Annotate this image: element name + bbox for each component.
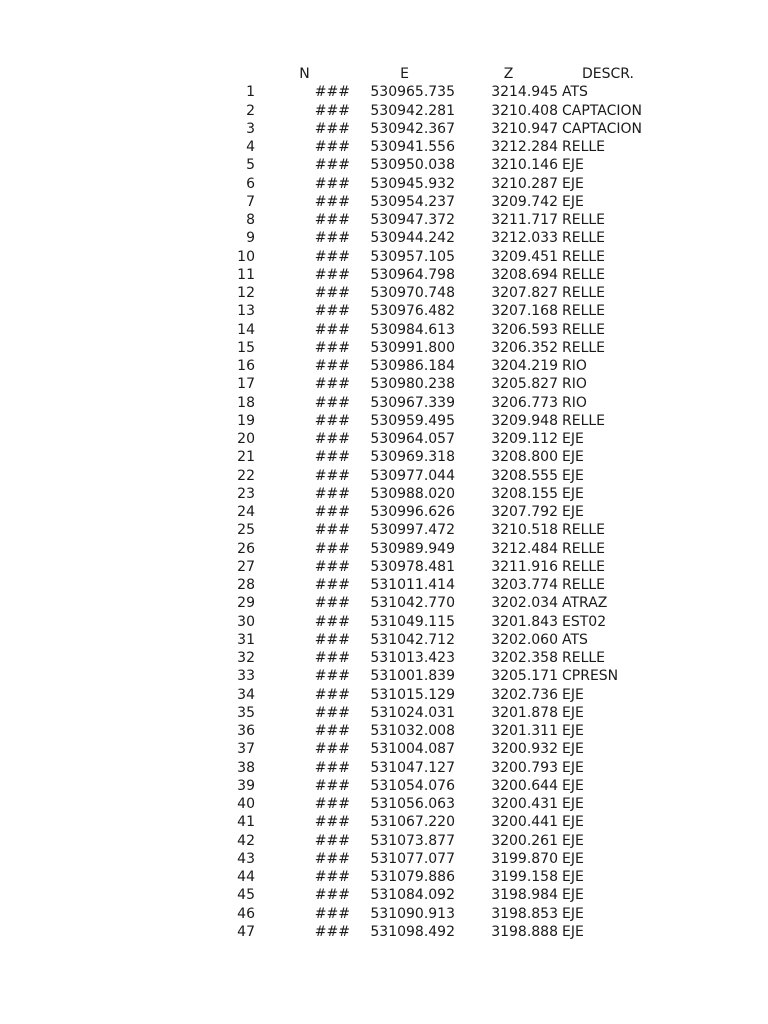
row-descr-value: RELLE	[562, 577, 606, 593]
row-index: 22	[237, 467, 255, 484]
row-n-value: ###	[314, 212, 350, 228]
row-index: 37	[237, 741, 255, 758]
row-z-value: 3198.888	[491, 923, 558, 940]
row-index: 42	[237, 832, 255, 849]
row-descr-value: RELLE	[562, 139, 606, 155]
row-index: 28	[237, 577, 255, 593]
row-n-value: ###	[314, 431, 350, 447]
row-index: 21	[237, 449, 255, 466]
row-z-value: 3211.916	[491, 558, 558, 575]
row-z-value: 3209.948	[491, 412, 558, 429]
row-n-value: ###	[314, 504, 350, 520]
row-e-value: 531054.076	[370, 777, 455, 794]
row-z-value: 3205.171	[491, 668, 558, 685]
row-descr-value: EJE	[562, 193, 584, 210]
row-e-value: 530980.238	[370, 376, 455, 393]
row-n-value: ###	[314, 449, 350, 466]
row-n-value: ###	[314, 358, 350, 374]
header-index	[200, 65, 257, 83]
row-index: 16	[237, 358, 255, 374]
row-descr-value: EJE	[562, 485, 584, 502]
row-descr-value: CAPTACION	[562, 120, 642, 137]
row-z-value: 3207.827	[491, 285, 558, 301]
row-descr-value: RELLE	[562, 303, 606, 320]
row-n-value: ###	[314, 175, 350, 192]
row-descr-value: EJE	[562, 777, 584, 794]
row-z-value: 3201.311	[491, 723, 558, 739]
row-e-value: 530969.318	[370, 449, 455, 466]
row-descr-value: CPRESN	[562, 668, 619, 685]
row-index: 13	[237, 303, 255, 320]
row-descr-value: RELLE	[562, 321, 606, 338]
row-index: 39	[237, 777, 255, 794]
row-z-value: 3212.033	[491, 230, 558, 247]
row-index: 34	[237, 686, 255, 703]
row-index: 23	[237, 485, 255, 502]
row-index: 2	[246, 102, 255, 119]
row-descr-value: ATS	[562, 631, 588, 648]
row-descr-value: EJE	[562, 869, 584, 885]
row-e-value: 530941.556	[370, 139, 455, 155]
row-index: 32	[237, 650, 255, 666]
row-descr-value: ATRAZ	[562, 595, 608, 612]
row-e-value: 530954.237	[370, 193, 455, 210]
row-n-value: ###	[314, 193, 350, 210]
row-index: 17	[237, 376, 255, 393]
row-z-value: 3207.168	[491, 303, 558, 320]
row-e-value: 530996.626	[370, 504, 455, 520]
row-descr-value: RIO	[562, 376, 587, 393]
row-index: 30	[237, 613, 255, 630]
row-index: 45	[237, 887, 255, 904]
row-e-value: 531067.220	[370, 814, 455, 831]
row-z-value: 3200.261	[491, 832, 558, 849]
row-e-value: 530947.372	[370, 212, 455, 228]
row-e-value: 531015.129	[370, 686, 455, 703]
row-z-value: 3199.158	[491, 869, 558, 885]
row-e-value: 530957.105	[370, 248, 455, 265]
row-e-value: 531042.712	[370, 631, 455, 648]
row-index: 20	[237, 431, 255, 447]
row-descr-value: EST02	[562, 613, 607, 630]
row-n-value: ###	[314, 686, 350, 703]
row-z-value: 3208.800	[491, 449, 558, 466]
row-z-value: 3198.853	[491, 905, 558, 922]
row-descr-value: RIO	[562, 394, 587, 411]
row-descr-value: EJE	[562, 759, 584, 776]
row-descr-value: EJE	[562, 850, 584, 867]
row-z-value: 3207.792	[491, 504, 558, 520]
row-descr-value: EJE	[562, 905, 584, 922]
row-z-value: 3209.742	[491, 193, 558, 210]
row-descr-value: RELLE	[562, 266, 606, 283]
row-e-value: 530967.339	[370, 394, 455, 411]
row-descr-value: ATS	[562, 84, 588, 101]
row-index: 27	[237, 558, 255, 575]
row-index: 10	[237, 248, 255, 265]
row-e-value: 530984.613	[370, 321, 455, 338]
row-z-value: 3203.774	[491, 577, 558, 593]
row-e-value: 531047.127	[370, 759, 455, 776]
row-n-value: ###	[314, 84, 350, 101]
row-e-value: 530986.184	[370, 358, 455, 374]
row-index: 41	[237, 814, 255, 831]
row-index: 4	[246, 139, 255, 155]
row-descr-value: EJE	[562, 814, 584, 831]
row-n-value: ###	[314, 796, 350, 812]
row-z-value: 3212.484	[491, 540, 558, 557]
row-n-value: ###	[314, 376, 350, 393]
row-z-value: 3201.878	[491, 704, 558, 721]
row-index: 31	[237, 631, 255, 648]
row-n-value: ###	[314, 887, 350, 904]
row-descr-value: RELLE	[562, 650, 606, 666]
row-n-value: ###	[314, 777, 350, 794]
row-z-value: 3210.408	[491, 102, 558, 119]
row-n-value: ###	[314, 230, 350, 247]
row-n-value: ###	[314, 723, 350, 739]
row-e-value: 530965.735	[370, 84, 455, 101]
row-e-value: 531077.077	[370, 850, 455, 867]
row-descr-value: RELLE	[562, 540, 606, 557]
row-e-value: 531056.063	[370, 796, 455, 812]
row-z-value: 3198.984	[491, 887, 558, 904]
row-descr-value: EJE	[562, 686, 584, 703]
row-descr-value: EJE	[562, 723, 584, 739]
row-n-value: ###	[314, 120, 350, 137]
row-index: 11	[237, 266, 255, 283]
row-n-value: ###	[314, 540, 350, 557]
row-e-value: 530989.949	[370, 540, 455, 557]
row-z-value: 3208.555	[491, 467, 558, 484]
row-descr-value: EJE	[562, 796, 584, 812]
row-n-value: ###	[314, 905, 350, 922]
row-e-value: 530997.472	[370, 522, 455, 539]
row-n-value: ###	[314, 285, 350, 301]
row-e-value: 531024.031	[370, 704, 455, 721]
row-index: 1	[246, 84, 255, 101]
row-z-value: 3208.694	[491, 266, 558, 283]
row-e-value: 531011.414	[370, 577, 455, 593]
row-z-value: 3200.644	[491, 777, 558, 794]
row-descr-value: EJE	[562, 887, 584, 904]
row-e-value: 531090.913	[370, 905, 455, 922]
row-n-value: ###	[314, 558, 350, 575]
row-z-value: 3209.451	[491, 248, 558, 265]
row-descr-value: EJE	[562, 157, 584, 174]
row-n-value: ###	[314, 704, 350, 721]
row-descr-value: EJE	[562, 923, 584, 940]
row-n-value: ###	[314, 741, 350, 758]
row-index: 44	[237, 869, 255, 885]
row-descr-value: RELLE	[562, 248, 606, 265]
header-descr: DESCR.	[582, 66, 634, 82]
row-descr-value: EJE	[562, 504, 584, 520]
row-z-value: 3200.431	[491, 796, 558, 812]
row-e-value: 530964.798	[370, 266, 455, 283]
row-n-value: ###	[314, 668, 350, 685]
row-index: 46	[237, 905, 255, 922]
row-e-value: 531073.877	[370, 832, 455, 849]
row-descr-value: RELLE	[562, 285, 606, 301]
row-e-value: 530970.748	[370, 285, 455, 301]
row-n-value: ###	[314, 467, 350, 484]
row-z-value: 3205.827	[491, 376, 558, 393]
row-n-value: ###	[314, 923, 350, 940]
row-e-value: 531049.115	[370, 613, 455, 630]
row-descr-value: EJE	[562, 704, 584, 721]
row-e-value: 531004.087	[370, 741, 455, 758]
row-n-value: ###	[314, 595, 350, 612]
row-n-value: ###	[314, 303, 350, 320]
row-n-value: ###	[314, 394, 350, 411]
row-z-value: 3202.736	[491, 686, 558, 703]
row-e-value: 530977.044	[370, 467, 455, 484]
row-z-value: 3202.034	[491, 595, 558, 612]
row-z-value: 3200.441	[491, 814, 558, 831]
row-z-value: 3214.945	[491, 84, 558, 101]
row-n-value: ###	[314, 577, 350, 593]
row-z-value: 3209.112	[491, 431, 558, 447]
row-descr-value: EJE	[562, 175, 584, 192]
row-index: 14	[237, 321, 255, 338]
row-n-value: ###	[314, 102, 350, 119]
row-n-value: ###	[314, 339, 350, 356]
row-z-value: 3210.146	[491, 157, 558, 174]
row-index: 6	[246, 175, 255, 192]
row-e-value: 530942.281	[370, 102, 455, 119]
row-index: 3	[246, 120, 255, 137]
row-e-value: 530991.800	[370, 339, 455, 356]
row-descr-value: EJE	[562, 431, 584, 447]
row-n-value: ###	[314, 248, 350, 265]
row-n-value: ###	[314, 157, 350, 174]
row-n-value: ###	[314, 850, 350, 867]
header-z: Z	[503, 66, 514, 82]
row-descr-value: RELLE	[562, 558, 606, 575]
header-n: N	[299, 66, 310, 82]
row-index: 9	[246, 230, 255, 247]
row-n-value: ###	[314, 266, 350, 283]
row-index: 24	[237, 504, 255, 520]
row-index: 40	[237, 796, 255, 812]
points-table	[200, 65, 656, 941]
row-z-value: 3211.717	[491, 212, 558, 228]
row-descr-value: RIO	[562, 358, 587, 374]
row-n-value: ###	[314, 814, 350, 831]
row-e-value: 530942.367	[370, 120, 455, 137]
row-n-value: ###	[314, 832, 350, 849]
row-descr-value: RELLE	[562, 339, 606, 356]
row-n-value: ###	[314, 485, 350, 502]
row-e-value: 530945.932	[370, 175, 455, 192]
row-index: 36	[237, 723, 255, 739]
row-index: 7	[246, 193, 255, 210]
row-z-value: 3212.284	[491, 139, 558, 155]
row-descr-value: RELLE	[562, 522, 606, 539]
row-n-value: ###	[314, 522, 350, 539]
row-z-value: 3210.518	[491, 522, 558, 539]
row-e-value: 531001.839	[370, 668, 455, 685]
row-z-value: 3210.947	[491, 120, 558, 137]
row-n-value: ###	[314, 412, 350, 429]
row-e-value: 530964.057	[370, 431, 455, 447]
row-z-value: 3202.358	[491, 650, 558, 666]
row-e-value: 530976.482	[370, 303, 455, 320]
row-e-value: 530978.481	[370, 558, 455, 575]
row-index: 19	[237, 412, 255, 429]
row-index: 26	[237, 540, 255, 557]
row-z-value: 3204.219	[491, 358, 558, 374]
row-index: 43	[237, 850, 255, 867]
row-z-value: 3200.793	[491, 759, 558, 776]
row-descr-value: CAPTACION	[562, 102, 642, 119]
row-e-value: 530959.495	[370, 412, 455, 429]
row-descr-value: EJE	[562, 741, 584, 758]
row-e-value: 531032.008	[370, 723, 455, 739]
row-n-value: ###	[314, 631, 350, 648]
row-n-value: ###	[314, 321, 350, 338]
row-index: 47	[237, 923, 255, 940]
row-e-value: 531084.092	[370, 887, 455, 904]
row-descr-value: EJE	[562, 832, 584, 849]
row-z-value: 3200.932	[491, 741, 558, 758]
row-index: 15	[237, 339, 255, 356]
row-z-value: 3206.773	[491, 394, 558, 411]
header-e: E	[400, 66, 409, 82]
row-z-value: 3202.060	[491, 631, 558, 648]
row-descr-value: EJE	[562, 449, 584, 466]
row-z-value: 3210.287	[491, 175, 558, 192]
row-n-value: ###	[314, 139, 350, 155]
row-e-value: 530944.242	[370, 230, 455, 247]
row-n-value: ###	[314, 650, 350, 666]
row-z-value: 3199.870	[491, 850, 558, 867]
row-e-value: 531098.492	[370, 923, 455, 940]
row-e-value: 531042.770	[370, 595, 455, 612]
row-index: 29	[237, 595, 255, 612]
row-index: 25	[237, 522, 255, 539]
row-descr-value: RELLE	[562, 412, 606, 429]
row-index: 35	[237, 704, 255, 721]
row-e-value: 530950.038	[370, 157, 455, 174]
row-z-value: 3206.593	[491, 321, 558, 338]
row-z-value: 3201.843	[491, 613, 558, 630]
row-index: 18	[237, 394, 255, 411]
row-n-value: ###	[314, 759, 350, 776]
row-index: 12	[237, 285, 255, 301]
row-e-value: 531013.423	[370, 650, 455, 666]
row-descr-value: RELLE	[562, 230, 606, 247]
row-n-value: ###	[314, 869, 350, 885]
row-z-value: 3208.155	[491, 485, 558, 502]
row-index: 38	[237, 759, 255, 776]
row-index: 33	[237, 668, 255, 685]
row-n-value: ###	[314, 613, 350, 630]
row-e-value: 530988.020	[370, 485, 455, 502]
row-index: 8	[246, 212, 255, 228]
row-e-value: 531079.886	[370, 869, 455, 885]
row-index: 5	[246, 157, 255, 174]
row-descr-value: EJE	[562, 467, 584, 484]
row-descr-value: RELLE	[562, 212, 606, 228]
row-z-value: 3206.352	[491, 339, 558, 356]
